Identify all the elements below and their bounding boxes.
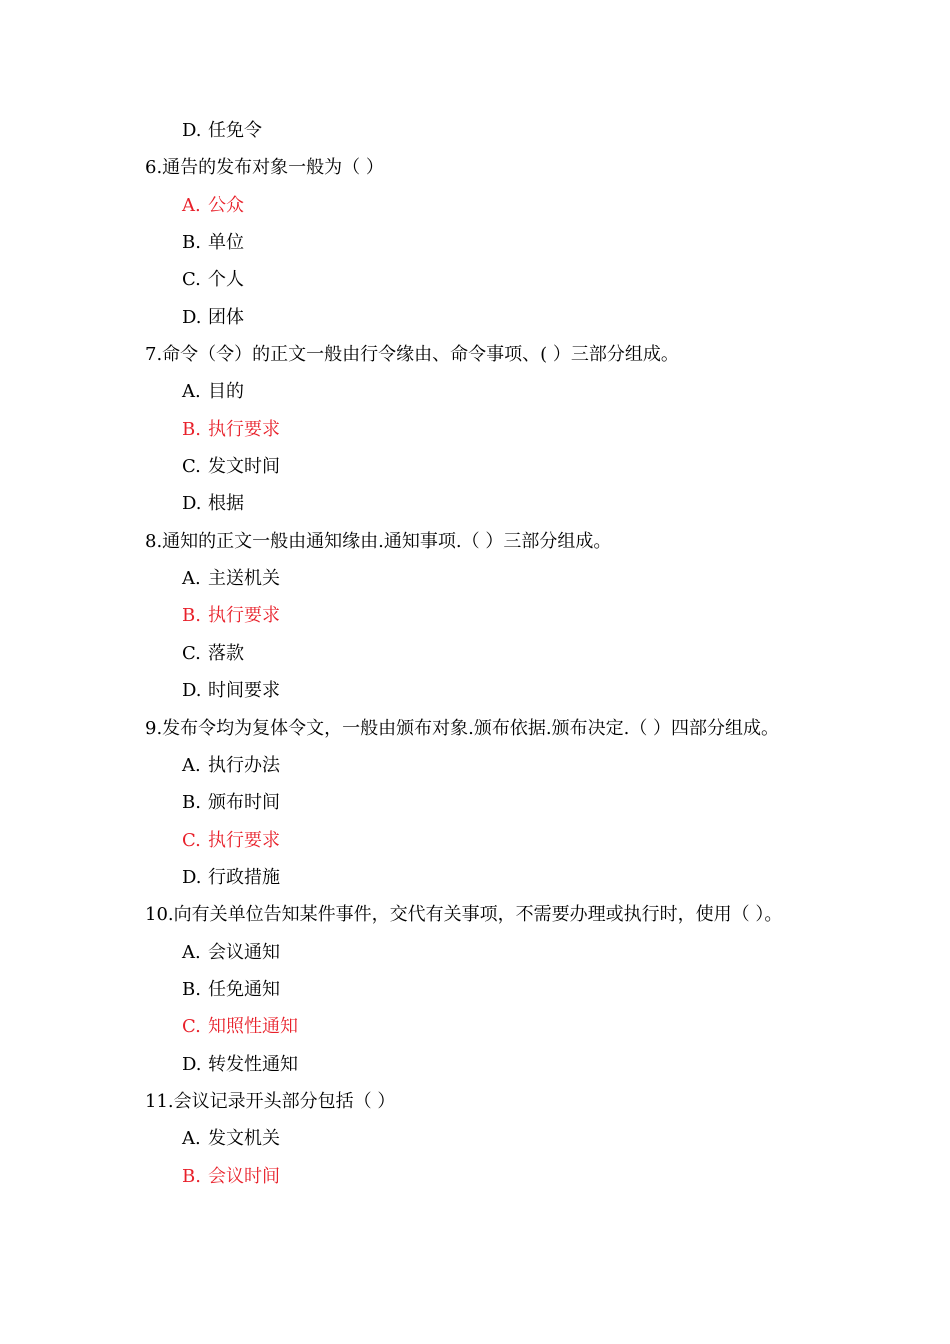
question-text: 6.通告的发布对象一般为（ ）: [145, 157, 384, 179]
option-letter: D.: [182, 120, 202, 141]
option-letter: B.: [182, 232, 201, 254]
option-letter: A.: [182, 754, 201, 776]
option-text: 落款: [208, 642, 244, 664]
question-text: 7.命令（令）的正文一般由行令缘由、命令事项、( ）三部分组成。: [145, 344, 679, 366]
answer-option: [0, 971, 950, 1008]
answer-option: [0, 1046, 950, 1083]
option-text: 目的: [208, 381, 244, 403]
answer-option: [0, 373, 950, 410]
option-letter: D.: [182, 1053, 202, 1075]
answer-option-correct: [0, 1008, 950, 1045]
option-letter: C.: [182, 269, 201, 291]
option-letter: D.: [182, 680, 202, 702]
answer-option-correct: [0, 822, 950, 859]
option-letter: B.: [182, 792, 201, 814]
option-text: 时间要求: [208, 680, 280, 702]
option-text: 主送机关: [208, 568, 280, 590]
answer-option: [0, 224, 950, 261]
option-letter: C.: [182, 829, 201, 851]
option-letter: D.: [182, 493, 202, 515]
answer-option: [0, 934, 950, 971]
answer-option: [0, 635, 950, 672]
option-letter: A.: [182, 568, 201, 590]
option-text: 执行要求: [208, 829, 280, 851]
option-letter: B.: [182, 978, 201, 1000]
option-letter: A.: [182, 1128, 201, 1150]
option-letter: B.: [182, 418, 201, 440]
option-text: 会议时间: [208, 1165, 280, 1187]
option-text: 公众: [208, 194, 244, 216]
option-text: 发文时间: [208, 456, 280, 478]
answer-option: [0, 1120, 950, 1157]
option-letter: C.: [182, 456, 201, 478]
option-text: 执行办法: [208, 754, 280, 776]
answer-option-correct: [0, 597, 950, 634]
answer-option: [0, 672, 950, 709]
option-letter: A.: [182, 381, 201, 403]
answer-option: [0, 485, 950, 522]
option-text: 会议通知: [208, 941, 280, 963]
option-text: 任免通知: [208, 978, 280, 1000]
option-text: 单位: [208, 232, 244, 254]
option-letter: D.: [182, 306, 202, 328]
option-text: 团体: [208, 306, 244, 328]
question-text: 9.发布令均为复体令文，一般由颁布对象.颁布依据.颁布决定.（ ）四部分组成。: [145, 717, 780, 739]
question-text: 8.通知的正文一般由通知缘由.通知事项.（ ）三部分组成。: [145, 530, 612, 552]
answer-option: [0, 859, 950, 896]
answer-option: [0, 784, 950, 821]
option-letter: A.: [182, 194, 201, 216]
option-text: 个人: [208, 269, 244, 291]
option-letter: C.: [182, 1016, 201, 1038]
answer-option: [0, 261, 950, 298]
question-text: 11.会议记录开头部分包括（ ）: [145, 1090, 396, 1112]
question-text: 10.向有关单位告知某件事件，交代有关事项，不需要办理或执行时，使用（ ）。: [145, 904, 783, 926]
answer-option: [0, 747, 950, 784]
option-text: 行政措施: [208, 866, 280, 888]
answer-option: [0, 299, 950, 336]
document-page: [0, 112, 950, 1195]
option-text: 发文机关: [208, 1128, 280, 1150]
answer-option-correct: [0, 1158, 950, 1195]
option-letter: C.: [182, 642, 201, 664]
option-text: 根据: [208, 493, 244, 515]
answer-option-correct: [0, 411, 950, 448]
option-text: 执行要求: [208, 418, 280, 440]
option-text: 颁布时间: [208, 792, 280, 814]
option-text: 转发性通知: [208, 1053, 298, 1075]
answer-option-correct: [0, 187, 950, 224]
option-text: 知照性通知: [208, 1016, 298, 1038]
option-letter: B.: [182, 605, 201, 627]
answer-option: [0, 448, 950, 485]
option-letter: D.: [182, 866, 202, 888]
option-text: 执行要求: [208, 605, 280, 627]
answer-option: [0, 560, 950, 597]
option-letter: B.: [182, 1165, 201, 1187]
answer-option: [0, 112, 950, 149]
option-text: 任免令: [208, 120, 262, 141]
option-letter: A.: [182, 941, 201, 963]
